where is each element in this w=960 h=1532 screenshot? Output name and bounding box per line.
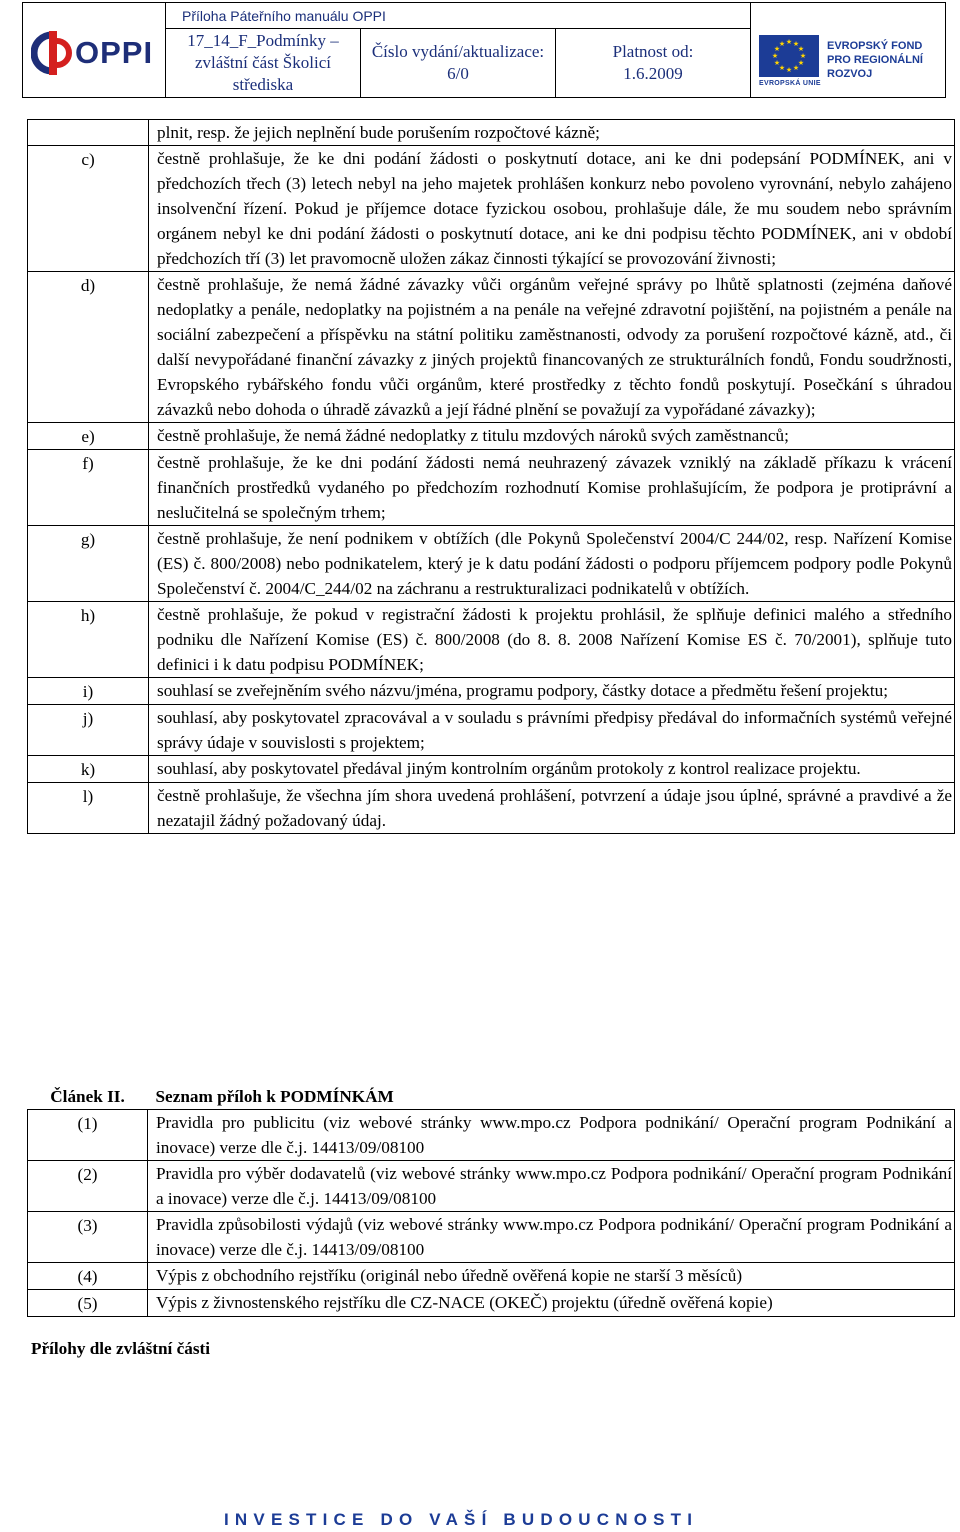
annex-number: (2) bbox=[28, 1161, 148, 1212]
point-text: čestně prohlašuje, že pokud v registrační žádosti k projektu prohlásil, že splňuje definici malého a středního podniku dle Nařízení Komise (ES) č. 800/2008 (do 8. 8. 2008 Nařízení Komise ES č. 70/2001), splňuje tuto definici i k datu podpisu PODMÍNEK; bbox=[149, 602, 955, 678]
point-text: čestně prohlašuje, že nemá žádné závazky vůči orgánům veřejné správy po lhůtě splatnosti (zejména daňové nedoplatky a penále, nedoplatky na pojistném a na penále na veřejné zdravotní pojištění, na pojistném a penále na sociální zabezpečení a příspěvku na státní politiku zaměstnanosti, odvody za porušení rozpočtové kázně, atd., či další nevypořádané finanční závazky z jiných projektů financovaných ze strukturálních fondů, Fondu soudržnosti, Evropského rybářského fondu vůči orgánům, které prostředky z těchto fondů poskytují. Posečkání s úhradou závazků nebo dohoda o úhradě závazků a její řádné plnění se považují za vypořádané závazky); bbox=[149, 272, 955, 423]
point-label: h) bbox=[28, 602, 149, 678]
issue-label: Číslo vydání/aktualizace: bbox=[371, 42, 545, 61]
svg-text:★: ★ bbox=[797, 59, 805, 67]
eu-fund-line: ROZVOJ bbox=[827, 68, 873, 80]
svg-text:★: ★ bbox=[785, 66, 793, 74]
svg-text:★: ★ bbox=[778, 64, 786, 72]
eu-fund-line: PRO REGIONÁLNÍ bbox=[827, 54, 923, 66]
point-label: l) bbox=[28, 783, 149, 834]
point-text: souhlasí, aby poskytovatel předával jiným kontrolním orgánům protokoly z kontrol realizace projektu. bbox=[149, 756, 955, 783]
annex-number: (3) bbox=[28, 1212, 148, 1263]
point-label: c) bbox=[28, 146, 149, 272]
point-text: čestně prohlašuje, že ke dni podání žádosti nemá neuhrazený závazek vzniklý na základě příkazu k vrácení finančních prostředků vydaného po předchozím rozhodnutí Komise prohlašujícím, že podpora je protiprávní a neslučitelná se společným trhem; bbox=[149, 450, 955, 526]
point-text: plnit, resp. že jejich neplnění bude porušením rozpočtové kázně; bbox=[149, 120, 955, 146]
table-row bbox=[28, 272, 955, 423]
oppi-logo bbox=[31, 31, 161, 75]
oppi-logo-icon bbox=[31, 31, 73, 75]
eu-logo-cell bbox=[751, 3, 946, 98]
point-text: čestně prohlašuje, že nemá žádné nedoplatky z titulu mzdových nároků svých zaměstnanců; bbox=[149, 423, 955, 450]
eu-fund-line: EVROPSKÝ FOND bbox=[827, 40, 923, 52]
annex-text: Výpis z živnostenského rejstříku dle CZ-NACE (OKEČ) projektu (úředně ověřená kopie) bbox=[148, 1290, 955, 1317]
annex-text: Pravidla pro výběr dodavatelů (viz webové stránky www.mpo.cz Podpora podnikání/ Operační program Podnikání a inovace) verze dle č.j. 14413/09/08100 bbox=[148, 1161, 955, 1212]
point-text: čestně prohlašuje, že není podnikem v obtížích (dle Pokynů Společenství 2004/C 244/02, resp. Nařízení Komise (ES) č. 800/2008) nebo podnikatelem, který je k datu podání žádosti o podporu příjemcem podpory podle Pokynů Společenství č. 2004/C_244/02 na záchranu a restrukturalizaci podnikatelů v obtížích. bbox=[149, 526, 955, 602]
validity-info bbox=[556, 29, 751, 98]
oppi-logo-cell bbox=[23, 3, 166, 98]
table-row bbox=[28, 1212, 955, 1263]
oppi-logo-text: OPPI bbox=[75, 35, 154, 70]
manual-title: Příloha Páteřního manuálu OPPI bbox=[166, 3, 751, 29]
svg-text:★: ★ bbox=[778, 40, 786, 48]
svg-text:★: ★ bbox=[785, 38, 793, 46]
point-text: čestně prohlašuje, že všechna jím shora uvedená prohlášení, potvrzení a údaje jsou úplné, správné a pravdivé a že nezatajil žádný požadovaný údaj. bbox=[149, 783, 955, 834]
annex-text: Výpis z obchodního rejstříku (originál nebo úředně ověřená kopie ne starší 3 měsíců) bbox=[148, 1263, 955, 1290]
valid-label: Platnost od: bbox=[612, 42, 694, 61]
point-label: k) bbox=[28, 756, 149, 783]
article-title: Seznam příloh k PODMÍNKÁM bbox=[155, 1087, 394, 1106]
eu-fund-text bbox=[827, 39, 923, 81]
document-header bbox=[22, 2, 946, 98]
svg-text:★: ★ bbox=[773, 45, 781, 53]
table-row bbox=[28, 146, 955, 272]
point-text: souhlasí se zveřejněním svého názvu/jména, programu podpory, částky dotace a předmětu řešení projektu; bbox=[149, 678, 955, 705]
declarations-table bbox=[27, 119, 955, 834]
table-row bbox=[28, 1290, 955, 1317]
svg-text:★: ★ bbox=[792, 40, 800, 48]
svg-text:★: ★ bbox=[799, 52, 807, 60]
doc-code: 17_14_F_Podmínky – zvláštní část Školicí střediska bbox=[166, 29, 361, 98]
annex-number: (5) bbox=[28, 1290, 148, 1317]
valid-value: 1.6.2009 bbox=[623, 64, 683, 83]
svg-text:★: ★ bbox=[771, 52, 779, 60]
table-row bbox=[28, 120, 955, 146]
annex-text: Pravidla pro publicitu (viz webové stránky www.mpo.cz Podpora podnikání/ Operační program Podnikání a inovace) verze dle č.j. 14413/09/08100 bbox=[148, 1110, 955, 1161]
point-text: souhlasí, aby poskytovatel zpracovával a v souladu s právními předpisy předával do informačních systémů veřejné správy údaje v souvislosti s projektem; bbox=[149, 705, 955, 756]
eu-union-text: EVROPSKÁ UNIE bbox=[759, 80, 821, 87]
table-row bbox=[28, 423, 955, 450]
annex-list-table bbox=[27, 1084, 955, 1317]
point-text: čestně prohlašuje, že ke dni podání žádosti o poskytnutí dotace, ani ke dni podepsání PODMÍNEK, ani v předchozích třech (3) letech nebyl na jeho majetek prohlášen konkurz nebo povoleno vyrovnání, nebylo zahájeno insolvenční řízení. Pokud je příjemce dotace fyzickou osobou, prohlašuje dále, že mu soudem nebo správním orgánem nebyl ke dni podání žádosti o poskytnutí dotace, ani ke dni podpisu těchto PODMÍNEK, ani v období předchozích tří (3) let pravomocně uložen zákaz činnosti týkající se provozování živnosti; bbox=[149, 146, 955, 272]
point-label: i) bbox=[28, 678, 149, 705]
table-row bbox=[28, 1263, 955, 1290]
issue-info bbox=[361, 29, 556, 98]
point-label: e) bbox=[28, 423, 149, 450]
point-label: j) bbox=[28, 705, 149, 756]
issue-value: 6/0 bbox=[447, 64, 469, 83]
annex-heading: Přílohy dle zvláštní části bbox=[31, 1339, 211, 1358]
footer-slogan: INVESTICE DO VAŠÍ BUDOUCNOSTI bbox=[224, 1510, 699, 1529]
point-label bbox=[28, 120, 149, 146]
article-label: Článek II. bbox=[50, 1087, 125, 1106]
annex-text: Pravidla způsobilosti výdajů (viz webové stránky www.mpo.cz Podpora podnikání/ Operační program Podnikání a inovace) verze dle č.j. 14413/09/08100 bbox=[148, 1212, 955, 1263]
table-row bbox=[28, 756, 955, 783]
svg-text:★: ★ bbox=[773, 59, 781, 67]
point-label: f) bbox=[28, 450, 149, 526]
article-heading-row bbox=[28, 1084, 955, 1110]
point-label: d) bbox=[28, 272, 149, 423]
eu-logo bbox=[751, 3, 945, 97]
table-row bbox=[28, 1161, 955, 1212]
table-row bbox=[28, 602, 955, 678]
table-row bbox=[28, 783, 955, 834]
annex-number: (1) bbox=[28, 1110, 148, 1161]
annex-number: (4) bbox=[28, 1263, 148, 1290]
svg-text:★: ★ bbox=[797, 45, 805, 53]
svg-text:★: ★ bbox=[792, 64, 800, 72]
table-row bbox=[28, 678, 955, 705]
table-row bbox=[28, 1110, 955, 1161]
point-label: g) bbox=[28, 526, 149, 602]
table-row bbox=[28, 450, 955, 526]
eu-flag-icon bbox=[759, 35, 819, 77]
table-row bbox=[28, 705, 955, 756]
table-row bbox=[28, 526, 955, 602]
